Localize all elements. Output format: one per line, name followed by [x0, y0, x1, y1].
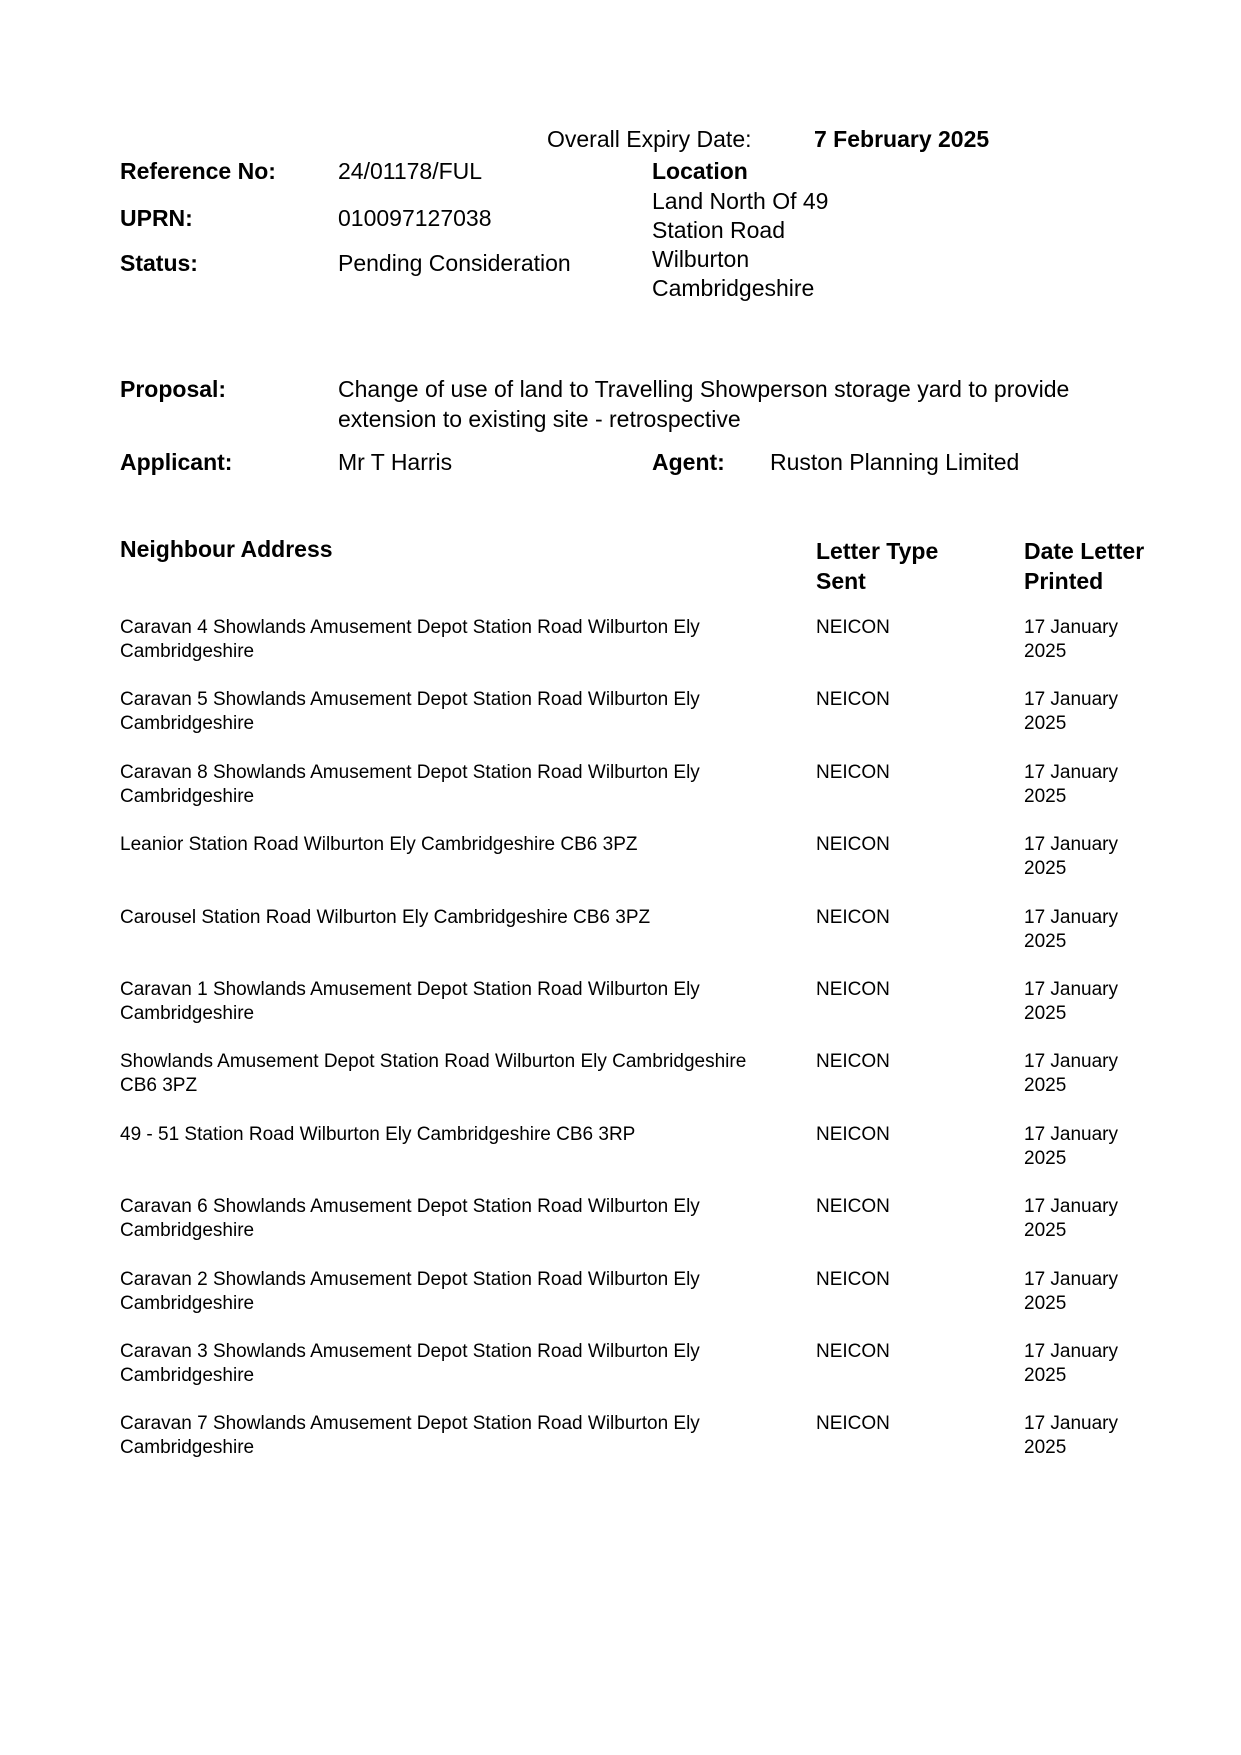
- neighbour-address: Showlands Amusement Depot Station Road Wilburton Ely Cambridgeshire CB6 3PZ: [120, 1051, 747, 1097]
- reference-value: 24/01178/FUL: [338, 158, 483, 184]
- table-row: [120, 833, 1200, 905]
- proposal-label: Proposal:: [120, 376, 227, 402]
- date-header-line2: Printed: [1024, 568, 1104, 594]
- letter-type: NEICON: [816, 834, 890, 856]
- table-row: [120, 688, 1200, 760]
- date-printed: 17 January 2025: [1024, 617, 1119, 662]
- date-printed: 17 January 2025: [1024, 834, 1119, 880]
- letter-type: NEICON: [816, 617, 890, 638]
- proposal-line: extension to existing site - retrospective: [338, 406, 741, 432]
- date-header-line1: Date Letter: [1024, 538, 1145, 564]
- type-header-line2: Sent: [816, 568, 866, 594]
- date-printed: 17 January 2025: [1024, 1051, 1119, 1097]
- letter-type: NEICON: [816, 1196, 890, 1218]
- table-row: [120, 906, 1200, 978]
- table-row: [120, 978, 1200, 1050]
- letter-type: NEICON: [816, 689, 890, 711]
- letter-type: NEICON: [816, 979, 890, 1000]
- date-printed: 17 January 2025: [1024, 689, 1119, 735]
- agent-value: Ruston Planning Limited: [770, 449, 1020, 475]
- letter-type: NEICON: [816, 1341, 890, 1362]
- location-line: Station Road: [652, 217, 785, 243]
- neighbour-address: Caravan 7 Showlands Amusement Depot Station Road Wilburton Ely Cambridgeshire: [120, 1413, 700, 1459]
- date-printed: 17 January 2025: [1024, 906, 1119, 952]
- status-value: Pending Consideration: [338, 250, 571, 276]
- neighbour-address: Caravan 6 Showlands Amusement Depot Station Road Wilburton Ely Cambridgeshire: [120, 1196, 700, 1242]
- table-row: [120, 616, 1200, 688]
- date-printed: 17 January 2025: [1024, 1196, 1119, 1242]
- table-row: [120, 1195, 1200, 1267]
- table-header-type: [816, 536, 938, 596]
- table-row: [120, 1268, 1200, 1340]
- letter-type: NEICON: [816, 1413, 890, 1435]
- neighbour-address: 49 - 51 Station Road Wilburton Ely Cambridgeshire CB6 3RP: [120, 1123, 636, 1145]
- location-line: Cambridgeshire: [652, 275, 815, 301]
- expiry-value: 7 February 2025: [814, 126, 990, 152]
- proposal-line: Change of use of land to Travelling Showperson storage yard to provide: [338, 376, 1070, 402]
- date-printed: 17 January 2025: [1024, 1413, 1119, 1459]
- neighbour-address: Carousel Station Road Wilburton Ely Cambridgeshire CB6 3PZ: [120, 906, 651, 928]
- table-row: [120, 1123, 1200, 1195]
- location-line: Land North Of 49: [652, 188, 829, 214]
- date-printed: 17 January 2025: [1024, 1123, 1119, 1169]
- uprn-label: UPRN:: [120, 205, 193, 231]
- letter-type: NEICON: [816, 906, 890, 928]
- letter-type: NEICON: [816, 761, 890, 783]
- agent-label: Agent:: [652, 449, 725, 475]
- neighbour-address: Caravan 5 Showlands Amusement Depot Station Road Wilburton Ely Cambridgeshire: [120, 689, 700, 735]
- expiry-label: Overall Expiry Date:: [547, 126, 752, 152]
- date-printed: 17 January 2025: [1024, 1268, 1119, 1314]
- date-printed: 17 January 2025: [1024, 761, 1119, 807]
- neighbour-address: Caravan 4 Showlands Amusement Depot Station Road Wilburton Ely Cambridgeshire: [120, 617, 700, 662]
- date-printed: 17 January 2025: [1024, 979, 1119, 1024]
- reference-label: Reference No:: [120, 158, 276, 184]
- location-label: Location: [652, 158, 748, 184]
- table-header-address: Neighbour Address: [120, 536, 333, 562]
- table-row: [120, 1340, 1200, 1412]
- type-header-line1: Letter Type: [816, 538, 939, 564]
- neighbour-address: Leanior Station Road Wilburton Ely Cambridgeshire CB6 3PZ: [120, 834, 638, 856]
- letter-type: NEICON: [816, 1268, 890, 1290]
- applicant-label: Applicant:: [120, 449, 233, 475]
- uprn-value: 010097127038: [338, 205, 492, 231]
- neighbour-address: Caravan 1 Showlands Amusement Depot Station Road Wilburton Ely Cambridgeshire: [120, 979, 700, 1024]
- neighbour-address: Caravan 2 Showlands Amusement Depot Station Road Wilburton Ely Cambridgeshire: [120, 1268, 700, 1314]
- table-row: [120, 1050, 1200, 1122]
- neighbour-address: Caravan 3 Showlands Amusement Depot Station Road Wilburton Ely Cambridgeshire: [120, 1341, 700, 1386]
- table-row: [120, 1412, 1200, 1484]
- letter-type: NEICON: [816, 1051, 890, 1073]
- table-header-date: [1024, 536, 1144, 596]
- table-row: [120, 761, 1200, 833]
- neighbour-address: Caravan 8 Showlands Amusement Depot Station Road Wilburton Ely Cambridgeshire: [120, 761, 700, 807]
- date-printed: 17 January 2025: [1024, 1341, 1119, 1386]
- applicant-value: Mr T Harris: [338, 449, 453, 475]
- letter-type: NEICON: [816, 1123, 890, 1145]
- status-label: Status:: [120, 250, 198, 276]
- location-line: Wilburton: [652, 246, 750, 272]
